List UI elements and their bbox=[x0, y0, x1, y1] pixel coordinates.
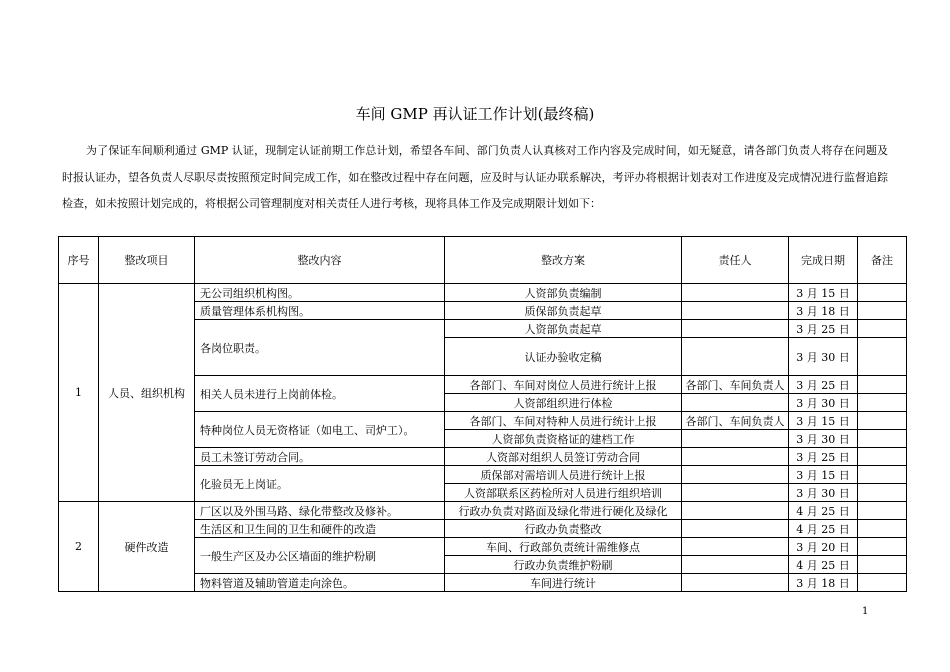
cell-person bbox=[682, 556, 789, 574]
cell-content: 无公司组织机构图。 bbox=[195, 284, 445, 302]
cell-person bbox=[682, 520, 789, 538]
cell-content: 各岗位职责。 bbox=[195, 320, 445, 376]
cell-plan: 行政办负责整改 bbox=[445, 520, 682, 538]
cell-note bbox=[858, 502, 907, 520]
cell-date: 3 月 15 日 bbox=[789, 284, 858, 302]
cell-content: 一般生产区及办公区墙面的维护粉刷 bbox=[195, 538, 445, 574]
document-title: 车间 GMP 再认证工作计划(最终稿) bbox=[355, 105, 595, 123]
cell-plan: 行政办负责维护粉刷 bbox=[445, 556, 682, 574]
cell-person bbox=[682, 484, 789, 502]
cell-note bbox=[858, 448, 907, 466]
cell-note bbox=[858, 338, 907, 376]
cell-date: 3 月 30 日 bbox=[789, 484, 858, 502]
cell-date: 4 月 25 日 bbox=[789, 556, 858, 574]
work-plan-table bbox=[58, 236, 907, 592]
table-row bbox=[59, 284, 907, 302]
cell-content: 员工未签订劳动合同。 bbox=[195, 448, 445, 466]
cell-person bbox=[682, 302, 789, 320]
cell-seq: 2 bbox=[59, 502, 99, 592]
cell-plan: 人资部对组织人员签订劳动合同 bbox=[445, 448, 682, 466]
cell-content: 化验员无上岗证。 bbox=[195, 466, 445, 502]
cell-content: 物料管道及辅助管道走向涂色。 bbox=[195, 574, 445, 592]
cell-note bbox=[858, 394, 907, 412]
cell-note bbox=[858, 556, 907, 574]
cell-plan: 车间进行统计 bbox=[445, 574, 682, 592]
cell-content: 生活区和卫生间的卫生和硬件的改造 bbox=[195, 520, 445, 538]
cell-content: 相关人员未进行上岗前体检。 bbox=[195, 376, 445, 412]
cell-note bbox=[858, 466, 907, 484]
cell-content: 特种岗位人员无资格证（如电工、司炉工）。 bbox=[195, 412, 445, 448]
cell-note bbox=[858, 574, 907, 592]
cell-person bbox=[682, 338, 789, 376]
cell-plan: 质保部对需培训人员进行统计上报 bbox=[445, 466, 682, 484]
cell-date: 3 月 18 日 bbox=[789, 574, 858, 592]
header-person: 责任人 bbox=[682, 237, 789, 284]
cell-date: 3 月 25 日 bbox=[789, 320, 858, 338]
cell-plan: 车间、行政部负责统计需维修点 bbox=[445, 538, 682, 556]
cell-person bbox=[682, 448, 789, 466]
cell-person bbox=[682, 430, 789, 448]
cell-person bbox=[682, 466, 789, 484]
table-header-row bbox=[59, 237, 907, 284]
cell-date: 3 月 30 日 bbox=[789, 430, 858, 448]
cell-date: 3 月 20 日 bbox=[789, 538, 858, 556]
cell-date: 4 月 25 日 bbox=[789, 520, 858, 538]
cell-date: 3 月 15 日 bbox=[789, 412, 858, 430]
cell-plan: 人资部负责起草 bbox=[445, 320, 682, 338]
header-date: 完成日期 bbox=[789, 237, 858, 284]
cell-plan: 认证办验收定稿 bbox=[445, 338, 682, 376]
header-note: 备注 bbox=[858, 237, 907, 284]
cell-plan: 人资部联系区药检所对人员进行组织培训 bbox=[445, 484, 682, 502]
cell-plan: 各部门、车间对特种人员进行统计上报 bbox=[445, 412, 682, 430]
table-row bbox=[59, 502, 907, 520]
page-number: 1 bbox=[862, 606, 869, 617]
cell-seq: 1 bbox=[59, 284, 99, 502]
cell-note bbox=[858, 520, 907, 538]
cell-date: 3 月 18 日 bbox=[789, 302, 858, 320]
cell-date: 3 月 30 日 bbox=[789, 338, 858, 376]
cell-plan: 质保部负责起草 bbox=[445, 302, 682, 320]
cell-date: 3 月 25 日 bbox=[789, 376, 858, 394]
cell-note bbox=[858, 412, 907, 430]
cell-note bbox=[858, 538, 907, 556]
cell-item: 硬件改造 bbox=[99, 502, 195, 592]
cell-note bbox=[858, 302, 907, 320]
header-seq: 序号 bbox=[59, 237, 99, 284]
cell-plan: 各部门、车间对岗位人员进行统计上报 bbox=[445, 376, 682, 394]
cell-plan: 人资部负责编制 bbox=[445, 284, 682, 302]
cell-note bbox=[858, 320, 907, 338]
cell-person bbox=[682, 538, 789, 556]
cell-note bbox=[858, 376, 907, 394]
cell-person bbox=[682, 284, 789, 302]
cell-date: 3 月 15 日 bbox=[789, 466, 858, 484]
cell-person bbox=[682, 320, 789, 338]
cell-date: 3 月 30 日 bbox=[789, 394, 858, 412]
cell-person: 各部门、车间负责人 bbox=[682, 376, 789, 394]
cell-plan: 行政办负责对路面及绿化带进行硬化及绿化 bbox=[445, 502, 682, 520]
header-plan: 整改方案 bbox=[445, 237, 682, 284]
cell-person bbox=[682, 574, 789, 592]
header-content: 整改内容 bbox=[195, 237, 445, 284]
header-item: 整改项目 bbox=[99, 237, 195, 284]
cell-plan: 人资部组织进行体检 bbox=[445, 394, 682, 412]
cell-person: 各部门、车间负责人 bbox=[682, 412, 789, 430]
cell-content: 厂区以及外围马路、绿化带整改及修补。 bbox=[195, 502, 445, 520]
cell-note bbox=[858, 484, 907, 502]
cell-date: 3 月 25 日 bbox=[789, 448, 858, 466]
cell-note bbox=[858, 284, 907, 302]
cell-note bbox=[858, 430, 907, 448]
cell-person bbox=[682, 394, 789, 412]
cell-person bbox=[682, 502, 789, 520]
cell-content: 质量管理体系机构图。 bbox=[195, 302, 445, 320]
cell-item: 人员、组织机构 bbox=[99, 284, 195, 502]
intro-paragraph: 为了保证车间顺利通过 GMP 认证，现制定认证前期工作总计划，希望各车间、部门负责人认真核对工作内容及完成时间，如无疑意，请各部门负责人将存在问题及时报认证办，望各负责人尽职尽责按照预定时间完成工作，如在整改过程中存在问题，应及时与认证办联系解决，考评办将根据计划表对工作进度及完成情况进行监督追踪检查，如未按照计划完成的，将根据公司管理制度对相关责任人进行考核，现将具体工作及完成期限计划如下： bbox=[62, 144, 888, 210]
cell-plan: 人资部负责资格证的建档工作 bbox=[445, 430, 682, 448]
cell-date: 4 月 25 日 bbox=[789, 502, 858, 520]
